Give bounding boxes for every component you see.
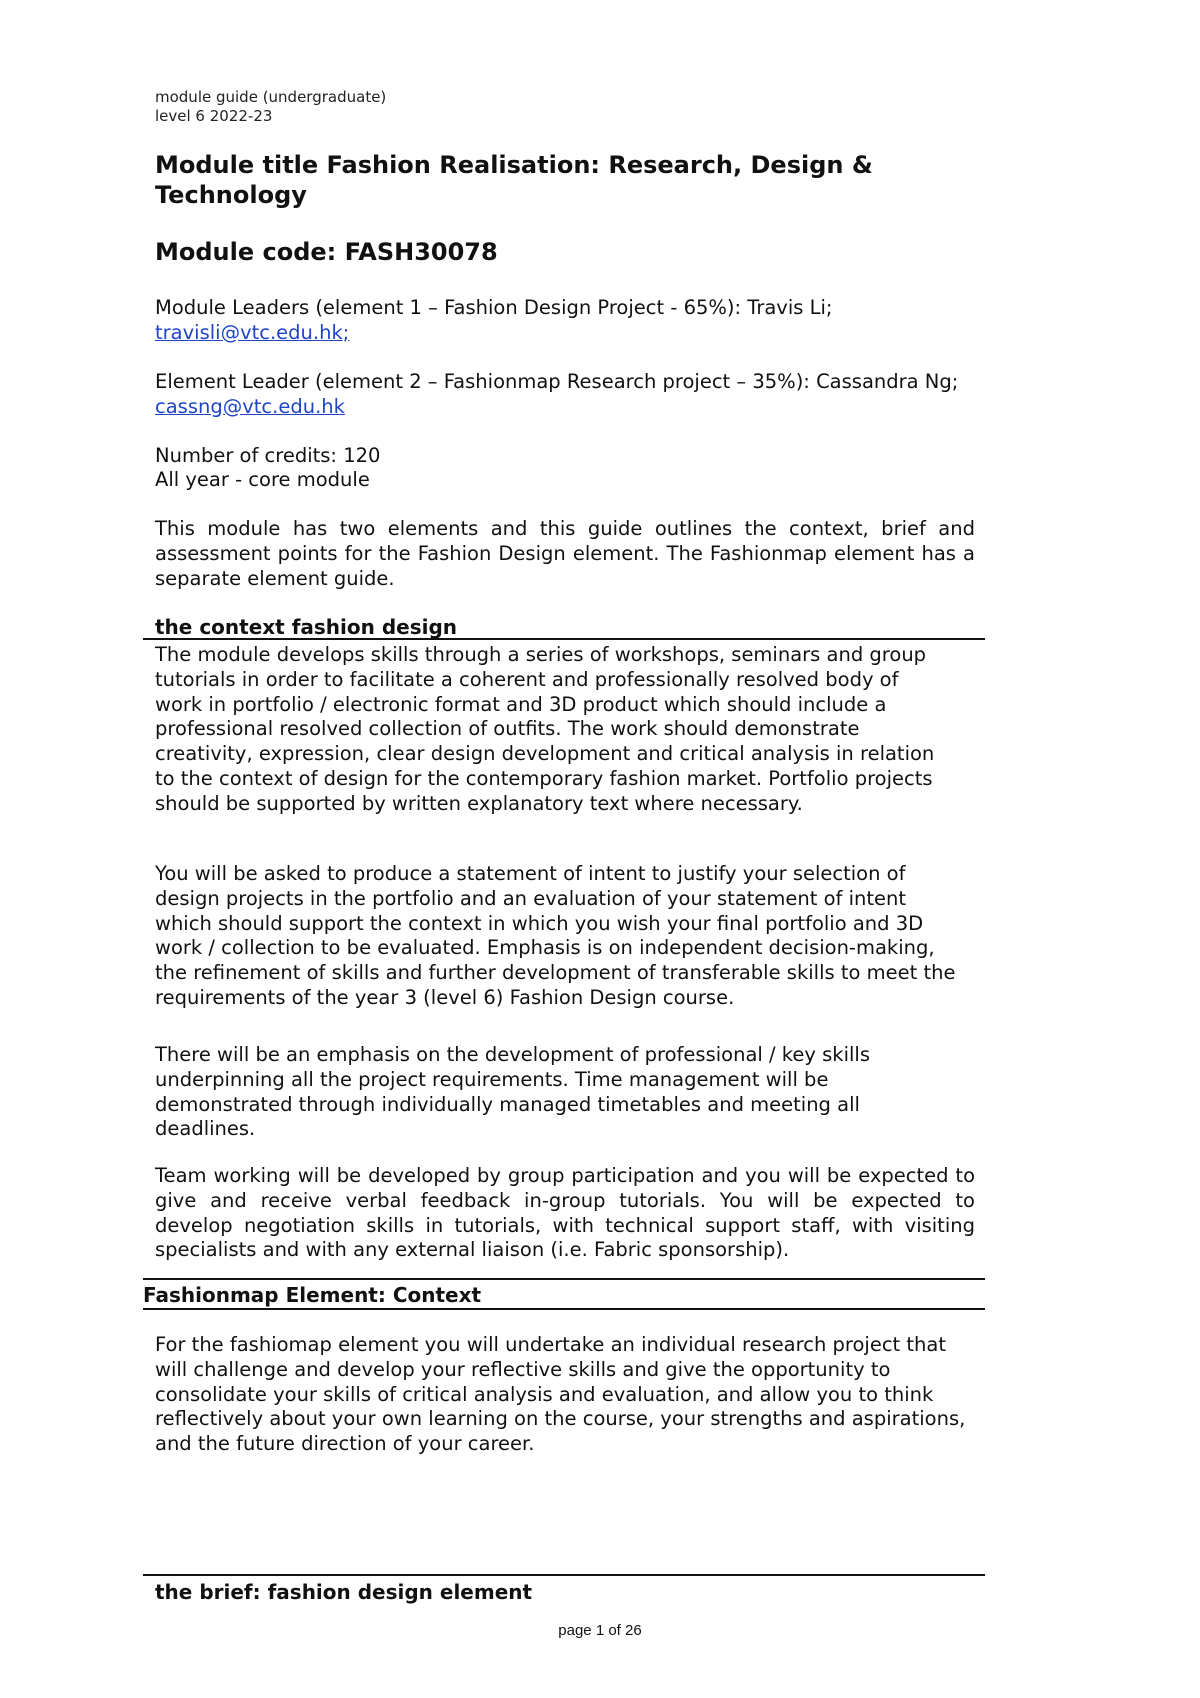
brief-heading: the brief: fashion design element <box>155 1580 533 1604</box>
element-leader-email-link[interactable]: cassng@vtc.edu.hk <box>155 394 345 418</box>
context-paragraph-1: The module develops skills through a series of workshops, seminars and group tutorials in order to facilitate a coherent and professionally resolved body of work in portfolio / electronic format and 3D product which should include a professional resolved collection of outfits. The work should demonstrate creativity, expression, clear design development and critical analysis in relation to the context of design for the contemporary fashion market. Portfolio projects should be supported by written explanatory text where necessary. <box>155 643 935 815</box>
module-code: Module code: FASH30078 <box>155 238 498 266</box>
section-divider <box>143 1308 985 1310</box>
module-leader-element1 <box>155 296 915 346</box>
context-paragraph-2: You will be asked to produce a statement of intent to justify your selection of design projects in the portfolio and an evaluation of your statement of intent which should support the context in which you wish your final portfolio and 3D work / collection to be evaluated. Emphasis is on independent decision-making, the refinement of skills and further development of transferable skills to meet the requirements of the year 3 (level 6) Fashion Design course. <box>155 862 956 1009</box>
context-paragraph-4: Team working will be developed by group participation and you will be expected to give and receive verbal feedback in-group tutorials. You will be expected to develop negotiation skills in tutorials, with technical support staff, with visiting specialists and with any external liaison (i.e. Fabric sponsorship). <box>155 1164 975 1262</box>
credits-number: Number of credits: 120 <box>155 444 381 467</box>
fashionmap-heading: Fashionmap Element: Context <box>143 1283 482 1307</box>
header-level-year: level 6 2022-23 <box>155 107 273 125</box>
context-paragraph-3: There will be an emphasis on the development of professional / key skills underpinning all the project requirements. Time management will be demonstrated through individually managed timetables and meeting all deadlines. <box>155 1043 870 1141</box>
module-leader-email-link[interactable]: travisli@vtc.edu.hk; <box>155 320 350 344</box>
module-title: Module title Fashion Realisation: Research, Design & Technology <box>155 151 873 209</box>
section-divider <box>143 1574 985 1576</box>
credits-duration: All year - core module <box>155 468 370 491</box>
context-heading: the context fashion design <box>155 615 458 639</box>
intro-paragraph: This module has two elements and this guide outlines the context, brief and assessment points for the Fashion Design element. The Fashionmap element has a separate element guide. <box>155 517 975 590</box>
page-number: page 1 of 26 <box>558 1622 642 1639</box>
header-guide-type: module guide (undergraduate) <box>155 88 387 106</box>
element-leader-element2 <box>155 370 985 420</box>
module-leader-text: Module Leaders (element 1 – Fashion Design Project - 65%): Travis Li; <box>155 296 833 319</box>
fashionmap-paragraph: For the fashiomap element you will undertake an individual research project that will challenge and develop your reflective skills and give the opportunity to consolidate your skills of critical analysis and evaluation, and allow you to think reflectively about your own learning on the course, your strengths and aspirations, and the future direction of your career. <box>155 1333 966 1456</box>
element-leader-text: Element Leader (element 2 – Fashionmap Research project – 35%): Cassandra Ng; <box>155 370 959 393</box>
section-divider <box>143 638 985 640</box>
section-divider <box>143 1278 985 1280</box>
